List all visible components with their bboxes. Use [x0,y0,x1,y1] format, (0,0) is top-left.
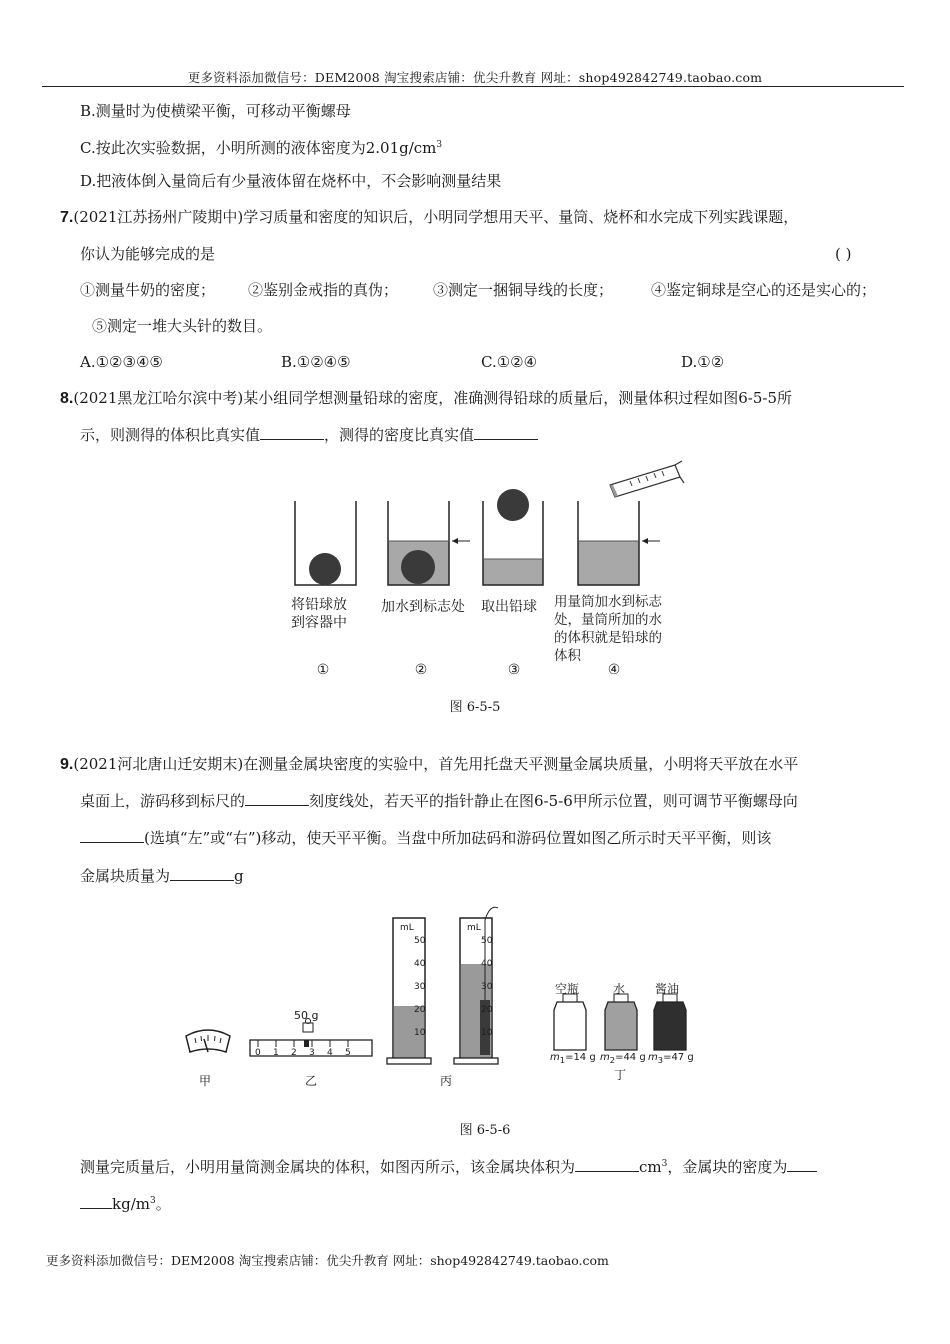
cylinder-unit: mL [400,923,414,933]
ruler-tick-0: 0 [255,1048,261,1058]
fig656-label-jia: 甲 [199,1074,212,1088]
lead-ball-icon [309,553,341,585]
fig656-label-ding: 丁 [614,1068,627,1082]
container-step-2 [388,501,470,585]
q9-stem-text4a: 金属块质量为 [80,867,171,885]
container-step-3 [483,489,543,585]
cylinder-tick-50: 50 [481,936,493,946]
lead-ball-icon [497,489,529,521]
weight-label: 50 g [294,1009,319,1022]
q9-follow-line2 [80,1191,171,1214]
fig655-label-4: ④ [607,662,621,678]
q9-follow-unit2: kg/m [112,1195,150,1213]
mass-m3-value: =47 g [663,1052,694,1063]
ruler-tick-2: 2 [291,1048,297,1058]
q7-option-b: B.①②④⑤ [281,353,351,371]
container-step-4 [578,501,660,585]
balance-pointer-dial-icon [186,1030,230,1052]
lead-ball-icon [401,550,435,584]
fig655-step4-caption-line: 用量筒加水到标志 [554,594,662,610]
ruler-tick-1: 1 [273,1048,279,1058]
bottle-soy-label: 酱油 [655,982,680,996]
q8-stem-line1 [60,388,792,409]
cylinder-tick-30: 30 [414,982,426,992]
q7-number: 7. [60,209,74,226]
fig655-label-2: ② [414,662,428,678]
fig655-step4-caption-line: 处，量筒所加的水 [554,612,662,628]
fig655-step1-caption [284,596,354,632]
q6-option-d: D.把液体倒入量筒后有少量液体留在烧杯中，不会影响测量结果 [80,172,502,190]
q6-option-c-text: C.按此次实验数据，小明所测的液体密度为2.01g/cm [80,139,437,157]
cylinder-tick-20: 20 [481,1005,493,1015]
page-footer: 更多资料添加微信号：DEM2008 淘宝搜索店铺：优尖升教育 网址：shop492842749.taobao.com [46,1253,609,1268]
q6-option-b: B.测量时为使横梁平衡，可移动平衡螺母 [80,102,351,120]
q9-stem-text2a: 桌面上，游码移到标尺的 [80,792,246,810]
q8-stem-text2a: 示，则测得的体积比真实值 [80,426,261,444]
q6-option-c [80,135,442,158]
q9-stem-line1 [60,754,798,775]
bottle-water-label: 水 [613,982,626,996]
fig655-step1-caption-line: 到容器中 [291,615,347,631]
fig656-caption: 图 6-5-6 [459,1123,511,1138]
cylinder-tick-20: 20 [414,1005,426,1015]
cylinder-left-scale [400,923,425,1039]
mass-m1-sub: 1 [559,1055,566,1065]
q7-item-2: ②鉴别金戒指的真伪； [248,281,399,299]
cylinder-right-scale [467,923,492,1039]
q7-option-c: C.①②④ [481,353,538,371]
cylinder-tick-40: 40 [481,959,493,969]
q9-blank-density-part2[interactable] [80,1194,112,1209]
q9-stem-line3 [80,828,771,848]
q9-stem-text4b: g [234,867,244,885]
q6-option-c-sup: 3 [436,140,443,150]
mass-m2-sub: 2 [609,1055,616,1065]
q9-follow-unit1: cm [639,1158,662,1176]
q8-blank-density[interactable] [474,425,538,440]
header-divider [42,86,904,87]
ruler-tick-5: 5 [345,1048,351,1058]
q9-follow-text2: ，金属块的密度为 [667,1158,788,1176]
q9-follow-line1 [80,1154,817,1177]
q7-stem-line2: 你认为能够完成的是 [80,245,216,263]
fig655-label-3: ③ [507,662,521,678]
mass-m3-sub: 3 [657,1055,664,1065]
mass-m2 [600,1052,646,1065]
q7-item-4: ④鉴定铜球是空心的还是实心的； [651,281,877,299]
q9-blank-direction[interactable] [80,828,144,843]
q7-option-a: A.①②③④⑤ [80,353,163,371]
q9-follow-unit1-sup: 3 [661,1159,668,1169]
q7-item-3: ③测定一捆铜导线的长度； [433,281,614,299]
q9-follow-unit2-sup: 3 [149,1196,156,1206]
q9-follow-text1: 测量完质量后，小明用量筒测金属块的体积，如图丙所示，该金属块体积为 [80,1158,576,1176]
ruler-tick-3: 3 [309,1048,315,1058]
q9-blank-density-part1[interactable] [787,1157,817,1172]
rider-icon [304,1040,309,1047]
fig655-step4-caption-line: 的体积就是铅球的 [554,630,662,646]
bottle-empty-label: 空瓶 [555,982,580,996]
q8-stem-text2b: ，测得的密度比真实值 [324,426,475,444]
q9-follow-end: 。 [155,1195,171,1213]
q9-stem-text2b: 刻度线处，若天平的指针静止在图6-5-6甲所示位置，则可调节平衡螺母向 [309,792,798,810]
fig655-step4-caption [554,593,694,665]
mass-m1-symbol: m [550,1052,560,1063]
fig656-label-yi: 乙 [305,1074,318,1088]
q7-option-d: D.①② [681,353,725,371]
fig655-caption: 图 6-5-5 [449,700,501,715]
cylinder-tick-30: 30 [481,982,493,992]
fig656-label-bing: 丙 [440,1074,453,1088]
bottle-water-icon [605,994,637,1050]
weight-50g-icon [303,1023,313,1032]
q9-stem-line2 [80,791,798,811]
q9-blank-zero-mark[interactable] [245,791,309,806]
figure-6-5-6 [180,900,710,1095]
mass-m3 [648,1052,694,1065]
q9-number: 9. [60,756,74,773]
mass-m3-symbol: m [648,1052,658,1063]
q7-item-5: ⑤测定一堆大头针的数目。 [92,317,273,335]
q8-stem-text1: (2021黑龙江哈尔滨中考)某小组同学想测量铅球的密度，准确测得铅球的质量后，测量体积过程如图6-5-5所 [73,389,792,407]
cylinder-unit: mL [467,923,481,933]
cylinder-tick-50: 50 [414,936,426,946]
cylinder-tick-40: 40 [414,959,426,969]
measuring-cylinder-icon [610,461,684,497]
fig655-step1-caption-line: 将铅球放 [291,597,347,613]
fig655-step4-caption-line: 体积 [554,648,581,664]
mass-m2-value: =44 g [615,1052,646,1063]
mass-m1-value: =14 g [565,1052,596,1063]
q9-blank-volume[interactable] [575,1157,639,1172]
q8-stem-line2 [80,425,538,445]
bottle-soy-sauce-icon [654,994,686,1050]
q9-stem-text3b: (选填“左”或“右”)移动，使天平平衡。当盘中所加砝码和游码位置如图乙所示时天平平衡，则该 [144,829,772,847]
q9-blank-mass[interactable] [170,866,234,881]
fig655-step2-caption: 加水到标志处 [381,599,465,615]
fig655-step3-caption: 取出铅球 [481,599,537,615]
q7-stem-line1 [60,207,798,228]
mass-m1 [550,1052,596,1065]
q8-blank-volume[interactable] [260,425,324,440]
container-step-1 [295,501,356,585]
q9-stem-text1: (2021河北唐山迁安期末)在测量金属块密度的实验中，首先用托盘天平测量金属块质量，小明将天平放在水平 [73,755,799,773]
fig655-label-1: ① [316,662,330,678]
q7-answer-bracket[interactable]: ( ) [835,245,852,263]
q7-stem-text1: (2021江苏扬州广陵期中)学习质量和密度的知识后，小明同学想用天平、量筒、烧杯和水完成下列实践课题， [73,208,799,226]
q7-item-1: ①测量牛奶的密度； [80,281,216,299]
mass-m2-symbol: m [600,1052,610,1063]
bottle-empty-icon [554,994,586,1050]
cylinder-tick-10: 10 [414,1028,426,1038]
q8-number: 8. [60,390,74,407]
page-header: 更多资料添加微信号：DEM2008 淘宝搜索店铺：优尖升教育 网址：shop492842749.taobao.com [187,70,763,85]
cylinder-tick-10: 10 [481,1028,493,1038]
q9-stem-line4 [80,866,244,886]
ruler-tick-4: 4 [327,1048,333,1058]
